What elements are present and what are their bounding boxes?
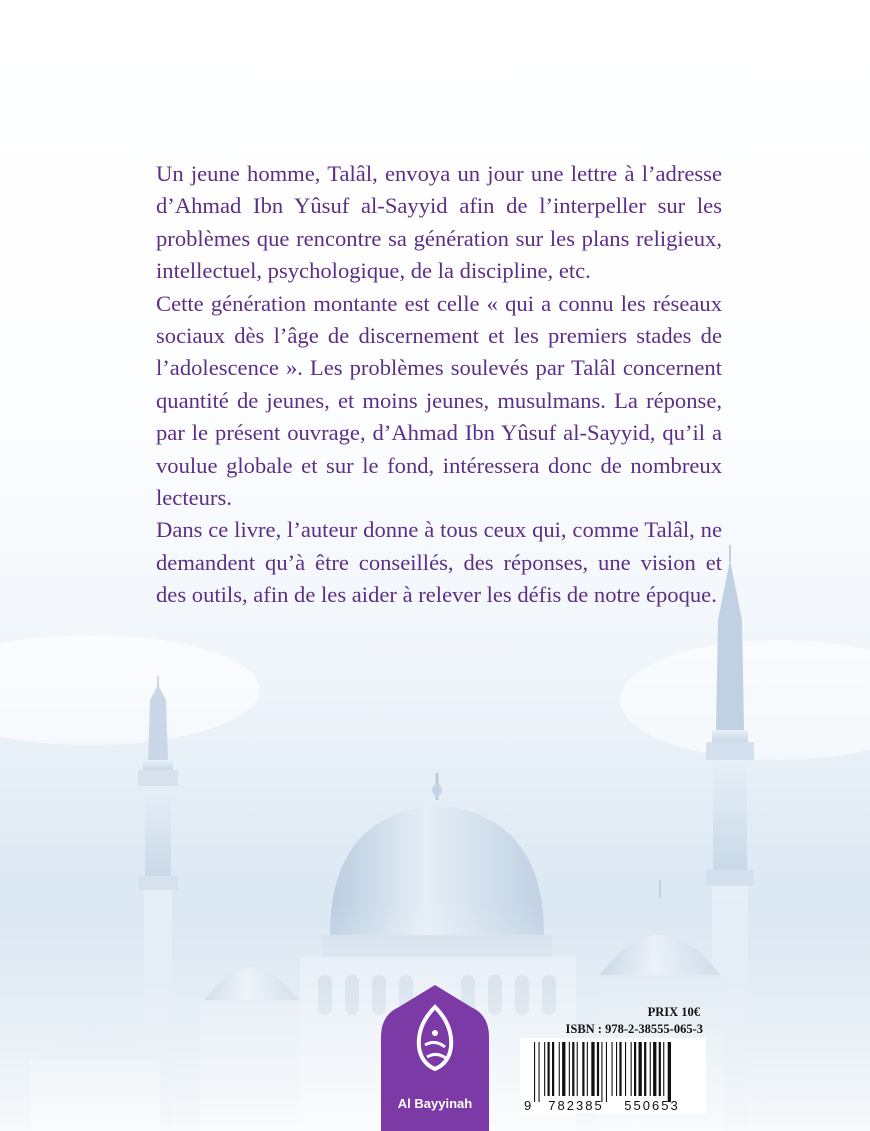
barcode-bars: [534, 1042, 671, 1102]
blurb-paragraph: Dans ce livre, l’auteur donne à tous ceux qui, comme Talâl, ne demandent qu’à être conseillés, des réponses, une vision et des outils, afin de les aider à relever les défis de notre époque.: [156, 517, 722, 608]
barcode-left-digits: 782385: [548, 1098, 604, 1113]
isbn-label: ISBN : 978-2-38555-065-3: [565, 1022, 703, 1036]
publisher-name: Al Bayyinah: [397, 1096, 473, 1111]
isbn-barcode: [520, 1038, 706, 1113]
barcode-first-digit: 9: [524, 1098, 532, 1113]
blurb-paragraph: Cette génération montante est celle « qui a connu les réseaux sociaux dès l’âge de discernement et les premiers stades de l’adolescence ». Les problèmes soulevés par Talâl concernent quantité de jeunes, et moins jeunes, musulmans. La réponse, par le présent ouvrage, d’Ahmad Ibn Yûsuf al-Sayyid, qu’il a voulue globale et sur le fond, intéressera donc de nombreux lecteurs.: [156, 290, 722, 511]
price-label: PRIX 10€: [647, 1005, 700, 1019]
barcode-right-digits: 550653: [624, 1098, 680, 1113]
blurb-paragraph: Un jeune homme, Talâl, envoya un jour une lettre à l’adresse d’Ahmad Ibn Yûsuf al-Sayyid afin de l’interpeller sur les problèmes que rencontre sa génération sur les plans religieux, intellectuel, psychologique, de la discipline, etc.: [156, 161, 722, 284]
back-cover-blurb: [156, 158, 722, 612]
